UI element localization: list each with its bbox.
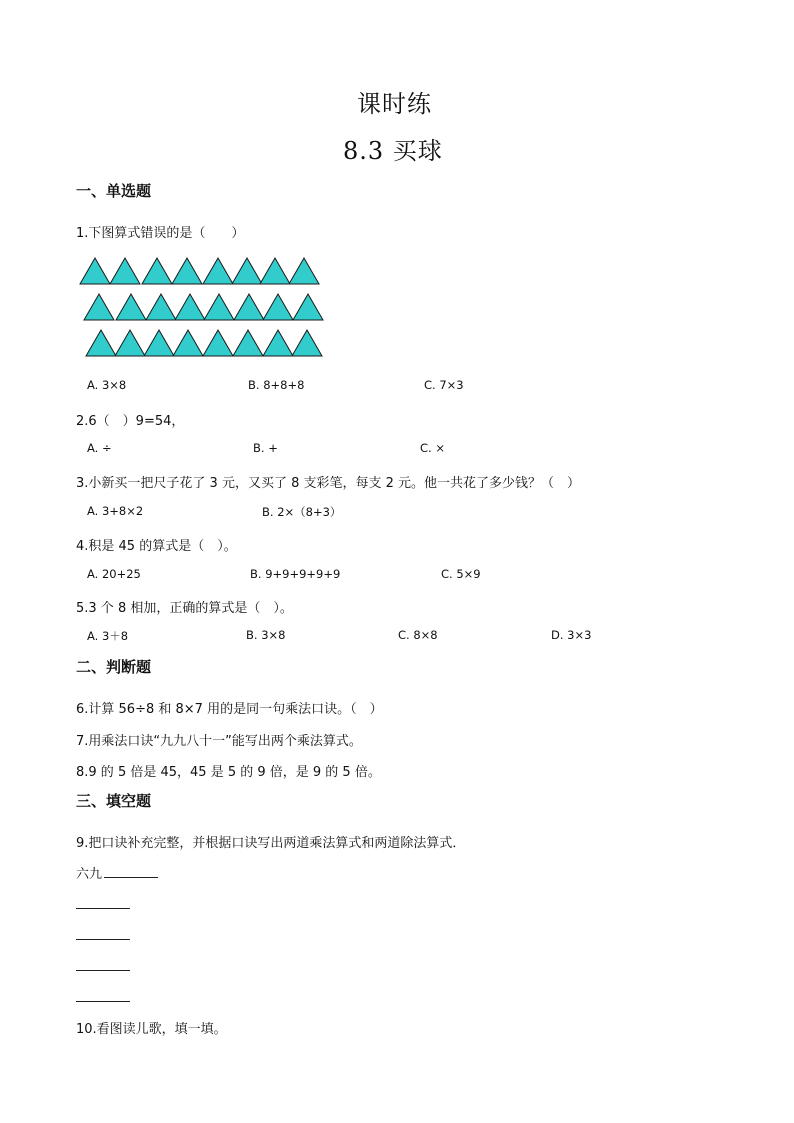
- question-9: 9.把口诀补充完整，并根据口诀写出两道乘法算式和两道除法算式．: [76, 836, 466, 851]
- q5-option-a[interactable]: A. 3＋8: [87, 629, 129, 643]
- section-heading-true-false: 二、判断题: [76, 658, 152, 676]
- q9-prompt: 六九: [76, 867, 103, 882]
- q2-option-b[interactable]: B. +: [253, 441, 278, 455]
- question-5: 5.3 个 8 相加，正确的算式是（ ）。: [76, 601, 293, 616]
- q2-option-a[interactable]: A. ÷: [87, 441, 112, 455]
- q4-option-b[interactable]: B. 9+9+9+9+9: [250, 567, 341, 581]
- q9-blank-1[interactable]: [104, 877, 158, 878]
- q9-blank-3[interactable]: [76, 939, 130, 940]
- q1-option-b[interactable]: B. 8+8+8: [248, 378, 305, 392]
- q4-option-c[interactable]: C. 5×9: [441, 567, 481, 581]
- question-10: 10.看图读儿歌，填一填。: [76, 1022, 227, 1037]
- page-subtitle: 8.3 买球: [343, 137, 443, 165]
- triangle-row-2: [84, 294, 323, 320]
- q1-option-a[interactable]: A. 3×8: [87, 378, 127, 392]
- q9-blank-2[interactable]: [76, 908, 130, 909]
- question-6: 6.计算 56÷8 和 8×7 用的是同一句乘法口诀。（ ）: [76, 702, 383, 717]
- q9-blank-4[interactable]: [76, 970, 130, 971]
- triangle-row-1: [80, 258, 319, 284]
- q3-option-b[interactable]: B. 2×（8+3）: [262, 505, 342, 519]
- triangle-row-3: [86, 330, 322, 356]
- q5-option-d[interactable]: D. 3×3: [551, 628, 592, 642]
- question-8: 8.9 的 5 倍是 45，45 是 5 的 9 倍，是 9 的 5 倍。: [76, 765, 381, 780]
- question-1: 1.下图算式错误的是（ ）: [76, 226, 245, 241]
- triangle-figure: [76, 254, 336, 360]
- question-2: 2.6（ ）9=54，: [76, 414, 185, 429]
- q3-option-a[interactable]: A. 3+8×2: [87, 504, 144, 518]
- q1-option-c[interactable]: C. 7×3: [424, 378, 464, 392]
- q2-option-c[interactable]: C. ×: [420, 441, 445, 455]
- question-7: 7.用乘法口诀“九九八十一”能写出两个乘法算式。: [76, 734, 362, 749]
- question-4: 4.积是 45 的算式是（ ）。: [76, 539, 237, 554]
- section-heading-fill-blank: 三、填空题: [76, 792, 152, 810]
- q5-option-c[interactable]: C. 8×8: [398, 628, 438, 642]
- question-3: 3.小新买一把尺子花了 3 元，又买了 8 支彩笔，每支 2 元。他一共花了多少钱？（ ）: [76, 476, 581, 491]
- section-heading-single-choice: 一、单选题: [76, 182, 152, 200]
- page-title: 课时练: [357, 90, 432, 118]
- q5-option-b[interactable]: B. 3×8: [246, 628, 286, 642]
- q4-option-a[interactable]: A. 20+25: [87, 567, 141, 581]
- q9-blank-5[interactable]: [76, 1001, 130, 1002]
